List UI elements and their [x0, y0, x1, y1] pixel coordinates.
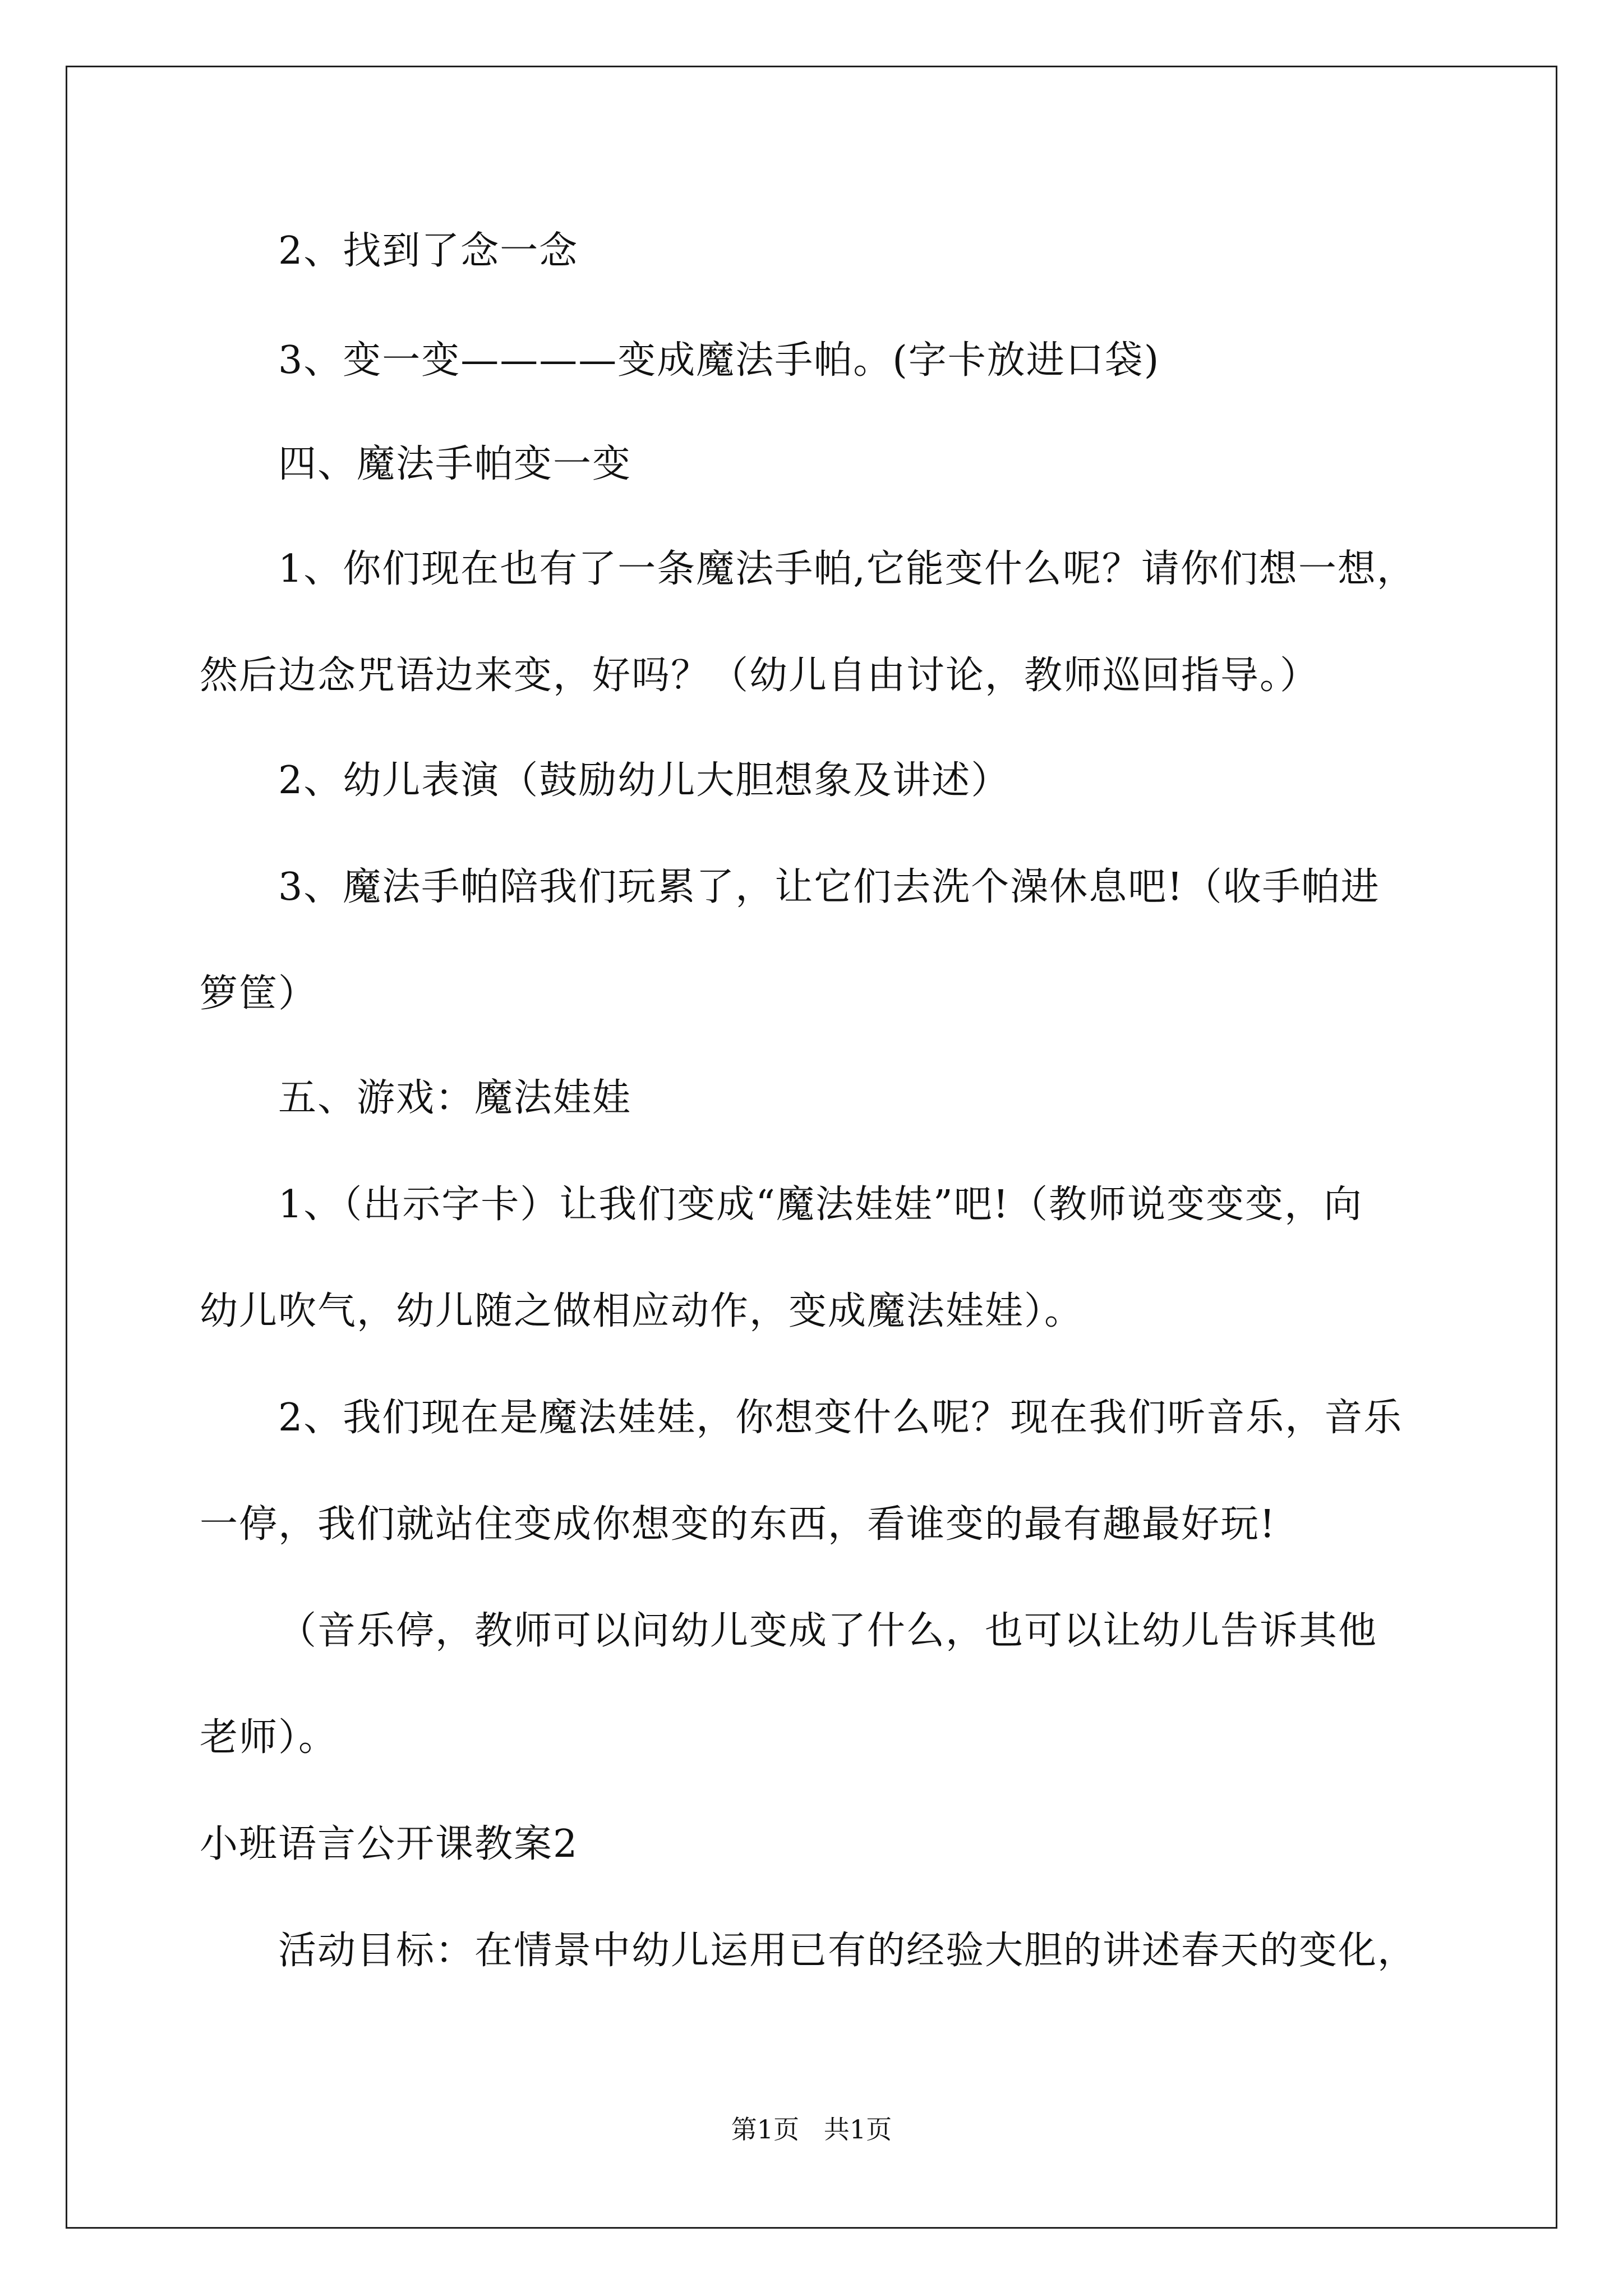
paragraph-line: 幼儿吹气，幼儿随之做相应动作，变成魔法娃娃）。: [200, 1289, 1084, 1333]
section-heading: 五、游戏：魔法娃娃: [278, 1076, 632, 1120]
paragraph-line: 老师）。: [200, 1715, 338, 1760]
page-border: [66, 66, 1557, 2229]
section-heading: 四、魔法手帕变一变: [278, 442, 632, 486]
paragraph-line: 然后边念咒语边来变，好吗？（幼儿自由讨论，教师巡回指导。）: [200, 654, 1320, 698]
paragraph-line: 3、魔法手帕陪我们玩累了，让它们去洗个澡休息吧!（收手帕进: [278, 865, 1380, 909]
paragraph-line: （音乐停，教师可以问幼儿变成了什么，也可以让幼儿告诉其他: [278, 1609, 1378, 1653]
paragraph-line: 活动目标：在情景中幼儿运用已有的经验大胆的讲述春天的变化，: [278, 1929, 1417, 1973]
paragraph-line: 箩筐）: [200, 972, 318, 1016]
paragraph-line: 2、幼儿表演（鼓励幼儿大胆想象及讲述）: [278, 758, 1011, 803]
paragraph-line: 1、（出示字卡）让我们变成“魔法娃娃”吧!（教师说变变变，向: [278, 1182, 1363, 1227]
paragraph-line: 1、你们现在也有了一条魔法手帕,它能变什么呢？请你们想一想，: [278, 547, 1416, 591]
document-title: 小班语言公开课教案2: [200, 1822, 579, 1866]
paragraph-line: 3、变一变————变成魔法手帕。(字卡放进口袋): [278, 338, 1160, 383]
paragraph-line: 2、找到了念一念: [278, 229, 579, 273]
paragraph-line: 2、我们现在是魔法娃娃，你想变什么呢？现在我们听音乐，音乐: [278, 1396, 1403, 1440]
page-footer: 第1页 共1页: [731, 2114, 892, 2145]
paragraph-line: 一停，我们就站住变成你想变的东西，看谁变的最有趣最好玩!: [200, 1502, 1276, 1547]
